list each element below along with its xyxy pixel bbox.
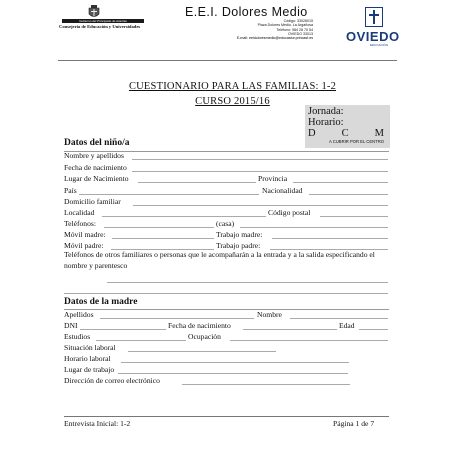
mother-studies-label: Estudios	[64, 332, 91, 341]
footer-divider	[64, 416, 389, 417]
option-c[interactable]: C	[341, 128, 349, 139]
mother-mobile-label: Móvil madre:	[64, 230, 106, 239]
home-phone-label: (casa)	[216, 219, 235, 228]
child-country-field[interactable]	[79, 194, 259, 195]
horario-label: Horario:	[308, 117, 344, 128]
mother-occupation-label: Ocupación	[188, 332, 221, 341]
phones-label: Teléfonos:	[64, 219, 96, 228]
mother-work-hours-field[interactable]	[121, 362, 349, 363]
child-birthplace-label: Lugar de Nacimiento	[64, 174, 129, 183]
jornada-box	[305, 105, 390, 148]
course-title: CURSO 2015/16	[195, 96, 270, 107]
child-name-field[interactable]	[132, 159, 388, 160]
mother-age-field[interactable]	[359, 329, 388, 330]
mother-birthdate-label: Fecha de nacimiento	[168, 321, 231, 330]
child-province-field[interactable]	[293, 182, 388, 183]
government-department: Consejería de Educación y Universidades	[59, 24, 141, 29]
mother-birthdate-field[interactable]	[243, 329, 337, 330]
mother-email-field[interactable]	[182, 384, 350, 385]
father-mobile-label: Móvil padre:	[64, 241, 104, 250]
child-locality-label: Localidad	[64, 208, 95, 217]
child-birthplace-field[interactable]	[138, 182, 256, 183]
child-birthdate-label: Fecha de nacimiento	[64, 163, 127, 172]
jornada-label: Jornada:	[308, 106, 344, 117]
mother-name-label: Nombre	[257, 310, 282, 319]
child-birthdate-field[interactable]	[132, 171, 388, 172]
mother-occupation-field[interactable]	[230, 340, 388, 341]
child-postcode-field[interactable]	[320, 216, 388, 217]
oviedo-logo-icon	[365, 7, 383, 27]
mother-email-label: Dirección de correo electrónico	[64, 376, 160, 385]
mother-workplace-field[interactable]	[118, 373, 348, 374]
school-email: E-mail: eeidoloresmedio@educastur.princast.es	[236, 36, 313, 41]
phone-extra-field[interactable]	[240, 227, 388, 228]
child-locality-field[interactable]	[102, 216, 266, 217]
school-address: Plaza Dolores Medio. La Argañosa	[257, 23, 313, 28]
mother-work-phone-label: Trabajo madre:	[216, 230, 263, 239]
asturias-crest-icon	[86, 5, 102, 19]
child-province-label: Provincia	[258, 174, 288, 183]
mother-age-label: Edad	[339, 321, 355, 330]
other-contacts-field[interactable]	[107, 282, 388, 283]
government-banner: Gobierno del Principado de Asturias	[62, 19, 144, 23]
footer-document-name: Entrevista Inicial: 1-2	[64, 419, 131, 428]
questionnaire-title: CUESTIONARIO PARA LAS FAMILIAS: 1-2	[128, 81, 337, 92]
mother-employment-label: Situación laboral	[64, 343, 116, 352]
child-section-title: Datos del niño/a	[64, 138, 130, 148]
mother-section-rule	[64, 309, 389, 310]
child-name-label: Nombre y apellidos	[64, 151, 124, 160]
mother-section-title: Datos de la madre	[64, 297, 138, 307]
option-m[interactable]: M	[374, 128, 384, 139]
other-contacts-label: Teléfonos de otros familiares o personas que le acompañarán a la entrada y a la salida especificando el nombre y parentesco	[64, 250, 375, 271]
oviedo-logo-subtitle: EDUCACIÓN	[370, 43, 389, 47]
school-city: OVIEDO 33013	[288, 31, 313, 36]
child-address-field[interactable]	[133, 205, 388, 206]
school-contact-info	[213, 19, 313, 40]
mother-surname-label: Apellidos	[64, 310, 94, 319]
mother-mobile-field[interactable]	[112, 238, 214, 239]
mother-employment-field[interactable]	[128, 351, 276, 352]
mother-dni-field[interactable]	[80, 329, 166, 330]
child-postcode-label: Código postal	[268, 208, 311, 217]
mother-surname-field[interactable]	[100, 318, 254, 319]
child-address-label: Domicilio familiar	[64, 197, 121, 206]
school-name: E.E.I. Dolores Medio	[185, 5, 308, 19]
child-country-label: País	[64, 186, 77, 195]
school-phone: Teléfono: 984 28 70 54	[276, 27, 313, 32]
footer-page-number: Página 1 de 7	[333, 419, 375, 428]
child-nationality-label: Nacionalidad	[262, 186, 303, 195]
mother-name-field[interactable]	[290, 318, 388, 319]
mother-workplace-label: Lugar de trabajo	[64, 365, 115, 374]
header-divider	[58, 60, 397, 61]
oviedo-logo-text: OVIEDO	[346, 29, 400, 44]
option-d[interactable]: D	[308, 128, 316, 139]
mother-work-phone-field[interactable]	[272, 238, 388, 239]
center-only-note: A CUBRIR POR EL CENTRO	[329, 139, 384, 144]
child-nationality-field[interactable]	[309, 194, 388, 195]
mother-studies-field[interactable]	[96, 340, 186, 341]
mother-dni-label: DNI	[64, 321, 78, 330]
dcm-options	[308, 128, 390, 139]
other-contacts-field-2[interactable]	[64, 293, 388, 294]
mother-work-hours-label: Horario laboral	[64, 354, 111, 363]
home-phone-field[interactable]	[104, 227, 214, 228]
school-code: Código: 33026015	[283, 19, 313, 23]
father-work-phone-label: Trabajo padre:	[216, 241, 261, 250]
